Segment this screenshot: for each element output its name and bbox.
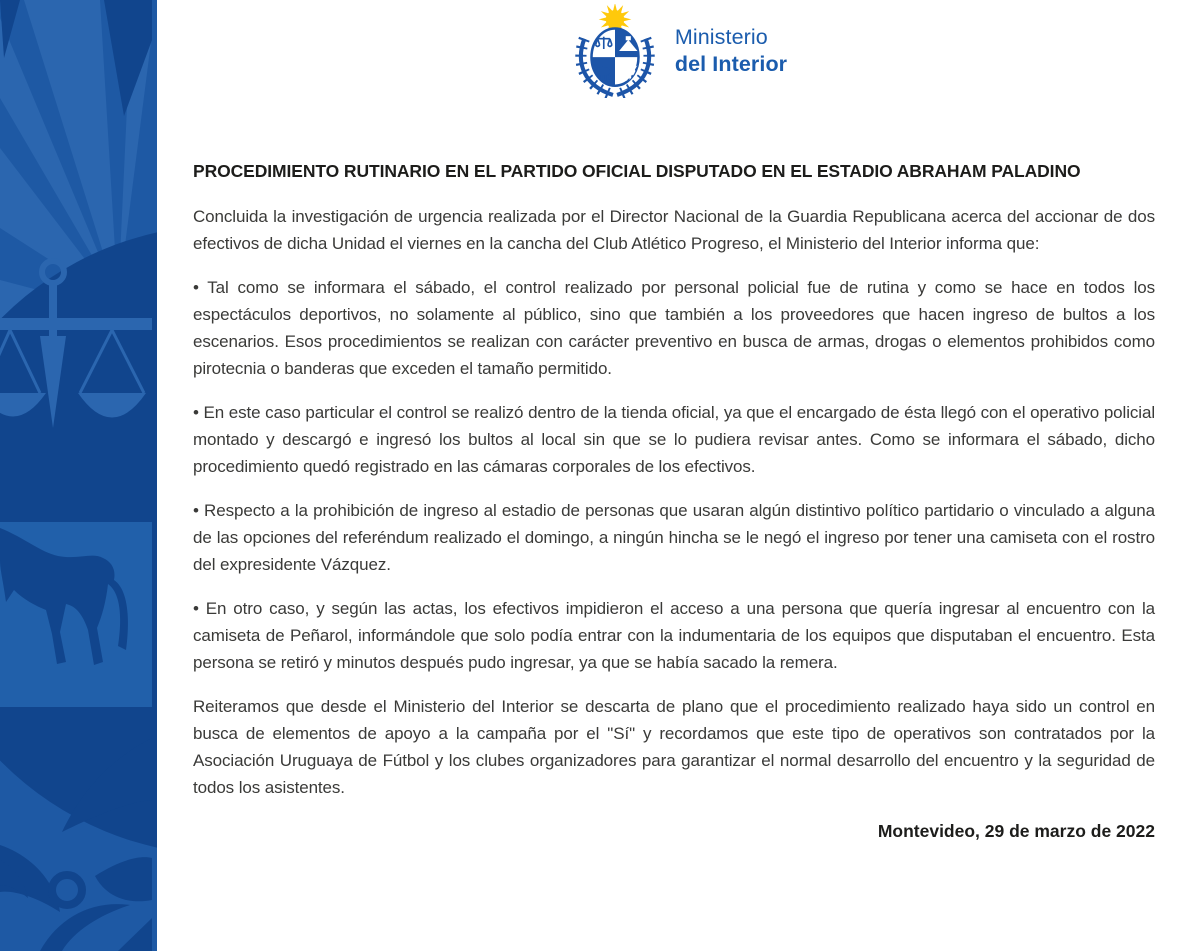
shield-icon (590, 29, 639, 87)
body-paragraph: • En este caso particular el control se realizó dentro de la tienda oficial, ya que el encargado de ésta llegó con el operativo policial montado y descargó e ingresó los bultos al local sin que se lo pudiera revisar antes. Como se informara el sábado, dicho procedimiento quedó registrado en las cámaras corporales de los efectivos. (193, 403, 1155, 476)
body-paragraph: • En otro caso, y según las actas, los efectivos impidieron el acceso a una persona que quería ingresar al encuentro con la camiseta de Peñarol, informándole que solo podía entrar con la indumentaria de los equipos que disputaban el encuentro. Esta persona se retiró y minutos después pudo ingresar, ya que se había sacado la remera. (193, 599, 1155, 672)
dateline: Montevideo, 29 de marzo de 2022 (877, 821, 1155, 841)
sidebar-decoration (0, 0, 157, 951)
body-paragraph: • Respecto a la prohibición de ingreso al estadio de personas que usaran algún distintivo político partidario o vinculado a alguna de las opciones del referéndum realizado el domingo, a ningún hincha se le negó el ingreso por tener una camiseta con el rostro del expresidente Vázquez. (193, 501, 1155, 574)
ministry-name (675, 24, 787, 78)
body-paragraph: Concluida la investigación de urgencia realizada por el Director Nacional de la Guardia Republicana acerca del accionar de dos efectivos de dicha Unidad el viernes en la cancha del Club Atlético Progreso, el Ministerio del Interior informa que: (193, 207, 1155, 253)
ministry-logo (157, 0, 1200, 97)
press-release (157, 0, 1200, 951)
press-release-title: PROCEDIMIENTO RUTINARIO EN EL PARTIDO OFICIAL DISPUTADO EN EL ESTADIO ABRAHAM PALADINO (193, 161, 1081, 181)
coat-of-arms-icon (570, 4, 660, 98)
body-paragraph: • Tal como se informara el sábado, el control realizado por personal policial fue de rutina y como se hace en todos los espectáculos deportivos, no solamente al público, sino que también a los proveedores que hacen ingreso de bultos a los escenarios. Esos procedimientos se realizan con carácter preventivo en busca de armas, drogas o elementos prohibidos como pirotecnia o banderas que exceden el tamaño permitido. (193, 278, 1155, 378)
ministry-name-line1: Ministerio (674, 25, 768, 49)
body-paragraph: Reiteramos que desde el Ministerio del Interior se descarta de plano que el procedimiento realizado haya sido un control en busca de elementos de apoyo a la campaña por el "Sí" y recordamos que este tipo de operativos son contratados por la Asociación Uruguaya de Fútbol y los clubes organizadores para garantizar el normal desarrollo del encuentro y la seguridad de todos los asistentes. (193, 697, 1155, 797)
ministry-name-line2: del Interior (674, 52, 788, 76)
press-release-body (157, 97, 1200, 845)
sidebar-artwork (0, 0, 157, 951)
